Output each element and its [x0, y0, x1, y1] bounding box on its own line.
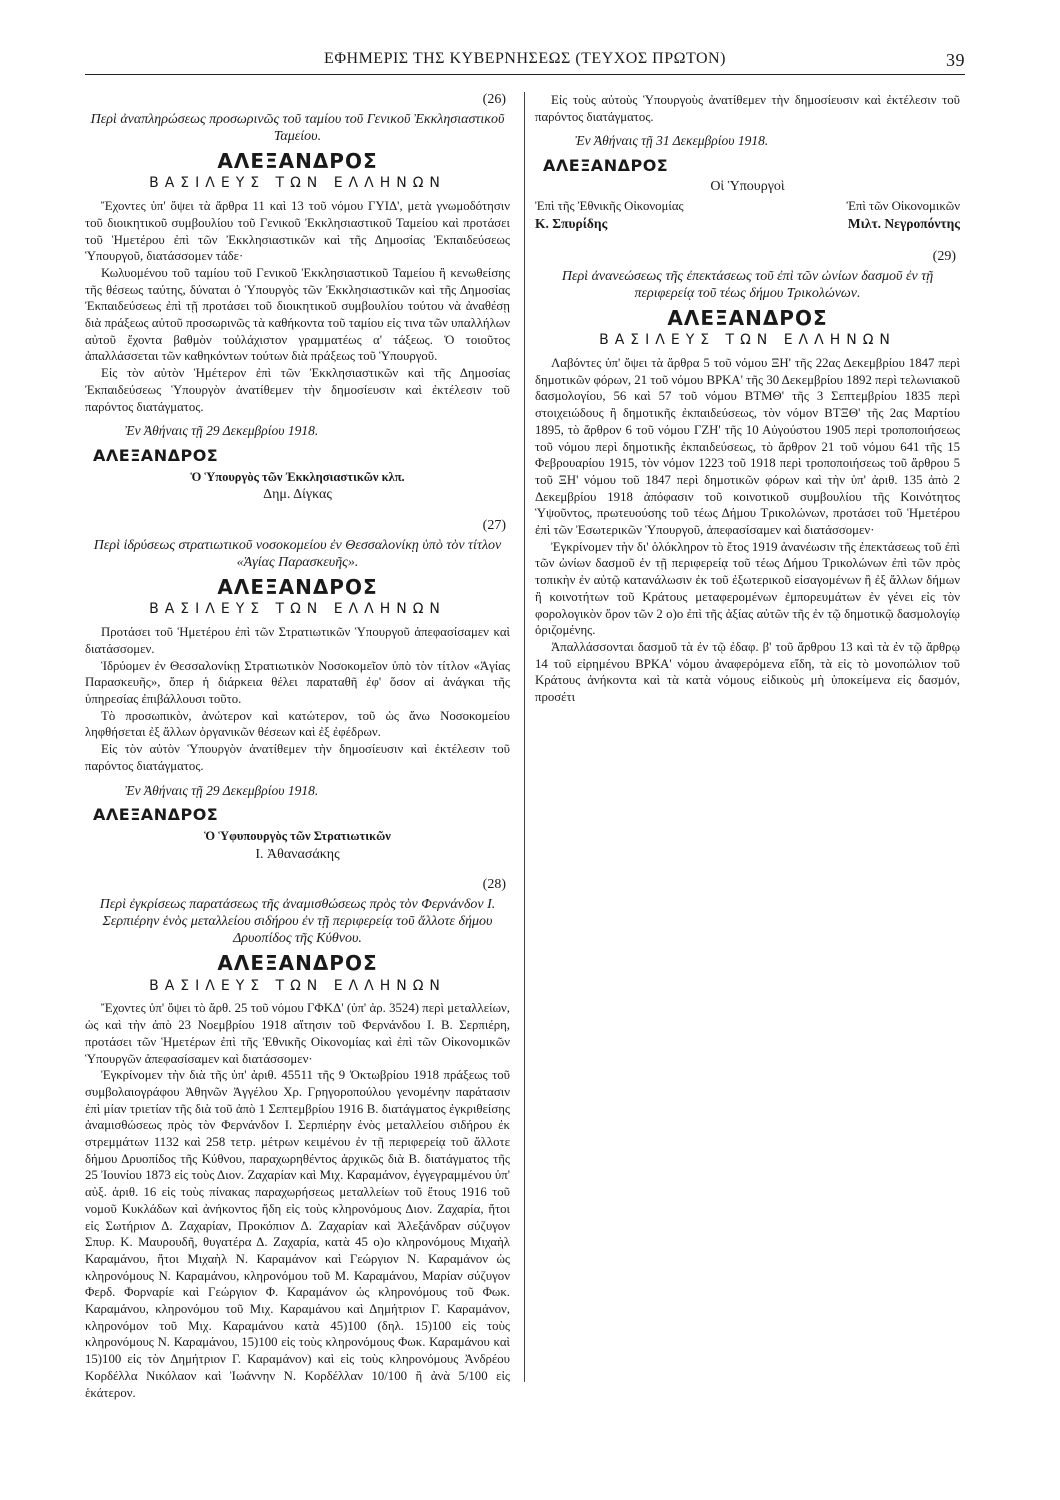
right-column	[535, 92, 960, 1480]
decree-paragraph: Ἐγκρίνομεν τὴν δι' ὁλόκληρον τὸ ἔτος 1919 ἀνανέωσιν τῆς ἐπεκτάσεως τοῦ ἐπὶ τῶν ὠνίων δασμοῦ ἐν τῇ περιφερείᾳ τοῦ τέως Δήμου Τρικολώνων ἐπὶ τῶν πρὸς τοπικὴν ἐν αὐτῷ κατανάλωσιν ἐκ τοῦ ἐξωτερικοῦ εἰσαγομένων ἢ ἐξ ἄλλων δήμων ἢ κοινοτήτων τοῦ Κράτους μεταφερομένων ἐμπορευμάτων ἐν γένει εἰς τὸν φορολογικὸν ὅρον τῶν 2 ο)ο ἐπὶ τῆς ἀξίας αὐτῶν τῆς ἐν τῷ δημοτικῷ δασμολογίῳ ὁριζομένης.	[535, 539, 960, 638]
gazette-title: ΕΦΗΜΕΡΙΣ ΤΗΣ ΚΥΒΕΡΝΗΣΕΩΣ (ΤΕΥΧΟΣ ΠΡΩΤΟΝ)	[324, 50, 726, 67]
decree-number: (28)	[482, 877, 506, 893]
decree-subject: Περὶ ἐγκρίσεως παρατάσεως τῆς ἀναμισθώσεως πρὸς τὸν Φερνάνδον Ι. Σερπιέρην ἑνὸς μεταλλείου σιδήρου ἐν τῇ περιφερείᾳ τοῦ ἄλλοτε δήμου Δρυοπίδος τῆς Κύθνου.	[99, 897, 496, 947]
decree-paragraph: Ἱδρύομεν ἐν Θεσσαλονίκῃ Στρατιωτικὸν Νοσοκομεῖον ὑπὸ τὸν τίτλον «Ἁγίας Παρασκευῆς», ὅπερ ἡ διάρκεια θέλει παραταθῆ ἐφ' ὅσον αἱ ἀνάγκαι τῆς ὑπηρεσίας ἐπιβάλλουσι τοῦτο.	[85, 658, 510, 706]
decree-date: Ἐν Ἀθήναις τῇ 29 Δεκεμβρίου 1918.	[125, 423, 319, 439]
decree-paragraph: Ἔχοντες ὑπ' ὄψει τὰ ἄρθρα 11 καὶ 13 τοῦ νόμου ΓΥΙΔ', μετὰ γνωμοδότησιν τοῦ διοικητικοῦ συμβουλίου τοῦ Γενικοῦ Ἐκκλησιαστικοῦ Ταμείου καὶ προτάσει τοῦ Ἡμετέρου ἐπὶ τῶν Ἐκκλησιαστικῶν καὶ τῆς Δημοσίας Ἐκπαιδεύσεως Ὑπουργοῦ, διατάσσομεν τάδε·	[85, 199, 510, 264]
king-name: ΑΛΕΞΑΝΔΡΟΣ	[217, 148, 378, 173]
decree-paragraph: Εἰς τὸν αὐτὸν Ὑπουργὸν ἀνατίθεμεν τὴν δημοσίευσιν καὶ ἐκτέλεσιν τοῦ παρόντος διατάγματος.	[85, 742, 510, 773]
decree-subject: Περὶ ἀναπληρώσεως προσωρινῶς τοῦ ταμίου τοῦ Γενικοῦ Ἐκκλησιαστικοῦ Ταμείου.	[90, 111, 505, 144]
decree-number: (29)	[932, 248, 956, 264]
minister-name: Κ. Σπυρίδης	[535, 216, 608, 232]
king-name: ΑΛΕΞΑΝΔΡΟΣ	[217, 574, 378, 599]
minister-title: Ἐπὶ τῶν Οἰκονομικῶν	[846, 198, 960, 213]
decree-number: (26)	[482, 92, 506, 107]
ministers-titles	[535, 198, 960, 215]
ministers-names	[535, 216, 960, 233]
decree-number: (27)	[482, 518, 506, 534]
minister-name: Δημ. Δίγκας	[263, 487, 332, 503]
decree-paragraph: Προτάσει τοῦ Ἡμετέρου ἐπὶ τῶν Στρατιωτικῶν Ὑπουργοῦ ἀπεφασίσαμεν καὶ διατάσσομεν.	[85, 625, 510, 656]
decree-paragraph: Εἰς τὸν αὐτὸν Ἡμέτερον ἐπὶ τῶν Ἐκκλησιαστικῶν καὶ τῆς Δημοσίας Ἐκπαιδεύσεως Ὑπουργὸν ἀνατίθεμεν τὴν δημοσίευσιν καὶ ἐκτέλεσιν τοῦ παρόντος διατάγματος.	[85, 366, 510, 414]
decree-28-end	[535, 92, 960, 233]
decree-date: Ἐν Ἀθήναις τῇ 31 Δεκεμβρίου 1918.	[575, 133, 769, 149]
decree-paragraph: Τὸ προσωπικὸν, ἀνώτερον καὶ κατώτερον, τοῦ ὡς ἄνω Νοσοκομείου ληφθήσεται ἐξ ἄλλων ὀργανικῶν θέσεων καὶ ἐξ ἐφέδρων.	[85, 708, 510, 740]
minister-title: Ἐπὶ τῆς Ἐθνικῆς Οἰκονομίας	[535, 198, 684, 213]
king-title: ΒΑΣΙΛΕΥΣ ΤΩΝ ΕΛΛΗΝΩΝ	[149, 175, 446, 192]
minister-title: Ὁ Ὑφυπουργὸς τῶν Στρατιωτικῶν	[204, 828, 391, 843]
left-column	[85, 92, 510, 1480]
decree-29	[535, 249, 960, 706]
decree-paragraph: Λαβόντες ὑπ' ὄψει τὰ ἄρθρα 5 τοῦ νόμου ΞΗ' τῆς 22ας Δεκεμβρίου 1847 περὶ δημοτικῶν φόρων, 21 τοῦ νόμου ΒΡΚΑ' τῆς 30 Δεκεμβρίου 1892 περὶ τελωνιακοῦ δασμολογίου, 56 καὶ 57 τοῦ νόμου ΒΤΜΘ' τῆς 3 Σεπτεμβρίου 1835 περὶ στοιχειώδους ἢ δημοτικῆς ἐκπαιδεύσεως, τὸν νόμον ΒΤΞΘ' τῆς 2ας Μαρτίου 1895, τὸ ἄρθρον 6 τοῦ νόμου ΓΖΗ' τῆς 10 Αὐγούστου 1905 περὶ τροποποιήσεως τοῦ νόμου περὶ δημοτικῆς ἐκπαιδεύσεως, τὸ ἄρθρον 21 τοῦ νόμου 641 τῆς 15 Φεβρουαρίου 1915, τὸν νόμον 1223 τοῦ 1918 περὶ τροποποιήσεως τοῦ ἄρθρου 5 τοῦ ΞΗ' νόμου τοῦ 1847 περὶ δημοτικῶν φόρων καὶ τὴν ὑπ' ἀριθ. 135 ἀπὸ 2 Δεκεμβρίου 1918 ἀπόφασιν τοῦ κοινοτικοῦ συμβουλίου τῆς Κοινότητος Ὑψοῦντος, πρωτευούσης τοῦ τέως Δήμου Τρικολώνων, προτάσει τοῦ Ἡμετέρου ἐπὶ τῶν Ἐσωτερικῶν Ὑπουργοῦ, ἀπεφασίσαμεν καὶ διατάσσομεν·	[535, 356, 960, 538]
king-title: ΒΑΣΙΛΕΥΣ ΤΩΝ ΕΛΛΗΝΩΝ	[599, 332, 896, 349]
minister-title: Ὁ Ὑπουργὸς τῶν Ἐκκλησιαστικῶν κλπ.	[190, 469, 405, 484]
minister-name: Ι. Ἀθανασάκης	[255, 846, 340, 862]
ministers-heading: Οἱ Ὑπουργοὶ	[710, 178, 785, 194]
decree-subject: Περὶ ἱδρύσεως στρατιωτικοῦ νοσοκομείου ἐν Θεσσαλονίκῃ ὑπὸ τὸν τίτλον «Ἁγίας Παρασκευῆς».	[93, 537, 502, 570]
decree-paragraph: Κωλυομένου τοῦ ταμίου τοῦ Γενικοῦ Ἐκκλησιαστικοῦ Ταμείου ἢ κενωθείσης τῆς θέσεως ταύτης, δύναται ὁ Ὑπουργὸς τῶν Ἐκκλησιαστικῶν καὶ τῆς Δημοσίας Ἐκπαιδεύσεως ἐπὶ τῇ προτάσει τοῦ διοικητικοῦ συμβουλίου τούτου νὰ ἀναθέσῃ διὰ πράξεως αὐτοῦ προσωρινῶς τὰ καθήκοντα τοῦ ταμίου εἰς τινα τῶν υπαλλήλων αὐτοῦ ἔχοντα βαθμὸν τοὐλάχιστον γραμματέως α' τάξεως. Ὁ τοιοῦτος ἀπαλλάσσεται τῶν καθηκόντων τούτων διὰ πράξεως τοῦ Ὑπουργοῦ.	[85, 265, 510, 364]
king-signature: ΑΛΕΞΑΝΔΡΟΣ	[93, 805, 219, 825]
decree-paragraph: Ἐγκρίνομεν τὴν διὰ τῆς ὑπ' ἀριθ. 45511 τῆς 9 Ὀκτωβρίου 1918 πράξεως τοῦ συμβολαιογράφου Ἀθηνῶν Ἀγγέλου Χρ. Γρηγοροπούλου γενομένην παράτασιν ἐπὶ μίαν τριετίαν τῆς διὰ τοῦ ἀπὸ 1 Σεπτεμβρίου 1916 Β. διατάγματος ἐγκριθείσης ἀναμισθώσεως πρὸς τὸν Φερνάνδον Ι. Σερπιέρην ἑνὸς μεταλλείου σιδήρου ἐκ στρεμμάτων 1132 καὶ 258 τετρ. μέτρων κειμένου ἐν τῇ περιφερείᾳ τοῦ ἄλλοτε δήμου Δρυοπίδος τῆς Κύθνου, παραχωρηθέντος ἀρχικῶς διὰ Β. διατάγματος τῆς 25 Ἰουνίου 1873 εἰς τοὺς Διον. Ζαχαρίαν καὶ Μιχ. Καραμάνον, ἐγγεγραμμένου ὑπ' αὐξ. ἀριθ. 16 εἰς τοὺς πίνακας παραχωρήσεως μεταλλείων τοῦ ἔτους 1916 τοῦ νομοῦ Κυκλάδων καὶ ἀνήκοντος ἤδη εἰς τοὺς κληρονόμους Διον. Ζαχαρία, ἤτοι εἰς Σωτήριον Δ. Ζαχαρίαν, Προκόπιον Δ. Ζαχαρίαν καὶ Ἀλεξάνδραν σύζυγον Σπυρ. Κ. Μαυρουδῆ, θυγατέρα Δ. Ζαχαρία, κατὰ 45 ο)ο κληρονόμους Μιχαὴλ Καραμάνου, ἤτοι Μιχαὴλ Ν. Καραμάνον καὶ Γεώργιον Ν. Καραμάνον ὡς κληρονόμους Ν. Καραμάνου, κληρονόμου τοῦ Μ. Καραμάνου, Μαρίαν σύζυγον Φερδ. Φορναρίε καὶ Γεώργιον Φ. Καραμάνον ὡς κληρονόμους τοῦ Φωκ. Καραμάνου, κληρονόμου τοῦ Μιχ. Καραμάνου καὶ Δημήτριον Γ. Καραμάνον, κληρονόμον τοῦ Μιχ. Καραμάνου κατὰ 45)100 (δηλ. 15)100 εἰς τοὺς κληρονόμους Ν. Καραμάνου, 15)100 εἰς τοὺς κληρονόμους Φωκ. Καραμάνου καὶ 15)100 εἰς τὸν Δημήτριον Γ. Καραμάνον) καὶ εἰς τοὺς κληρονόμους Ἀνδρέου Κορδέλλα Νικόλαον καὶ Ἰωάννην Ν. Κορδέλλαν 10/100 ἢ ἀνὰ 5/100 εἰς ἑκάτερον.	[85, 1068, 510, 1400]
running-head	[85, 48, 965, 75]
page-number: 39	[946, 50, 965, 70]
king-name: ΑΛΕΞΑΝΔΡΟΣ	[667, 305, 828, 330]
king-name: ΑΛΕΞΑΝΔΡΟΣ	[217, 951, 378, 976]
decree-paragraph: Ἀπαλλάσσονται δασμοῦ τὰ ἐν τῷ ἐδαφ. β' τοῦ ἄρθρου 13 καὶ τὰ ἐν τῷ ἄρθρῳ 14 τοῦ εἰρημένου ΒΡΚΑ' νόμου ἀναφερόμενα εἴδη, τὰ εἰς τὸ μονοπώλιον τοῦ Κράτους ἀνήκοντα καὶ τὰ κατὰ νόμους εἰδικοὺς μὴ ὑποκείμενα εἰς δασμόν, προσέτι	[535, 639, 960, 705]
decree-subject: Περὶ ἀνανεώσεως τῆς ἐπεκτάσεως τοῦ ἐπὶ τῶν ὠνίων δασμοῦ ἐν τῇ περιφερείᾳ τοῦ τέως δήμου Τρικολώνων.	[561, 268, 934, 301]
decree-paragraph: Ἔχοντες ὑπ' ὄψει τὸ ἄρθ. 25 τοῦ νόμου ΓΦΚΔ' (ὑπ' ἀρ. 3524) περὶ μεταλλείων, ὡς καὶ τὴν ἀπὸ 23 Νοεμβρίου 1918 αἴτησιν τοῦ Φερνάνδου Ι. Β. Σερπιέρη, προτάσει τῶν Ἡμετέρων ἐπὶ τῆς Ἐθνικῆς Οἰκονομίας καὶ ἐπὶ τῶν Οἰκονομικῶν Ὑπουργῶν ἀπεφασίσαμεν καὶ διατάσσομεν·	[85, 1001, 510, 1066]
king-signature: ΑΛΕΞΑΝΔΡΟΣ	[543, 156, 669, 176]
decree-date: Ἐν Ἀθήναις τῇ 29 Δεκεμβρίου 1918.	[125, 782, 319, 798]
decree-28-start	[85, 877, 510, 1401]
decree-27	[85, 518, 510, 863]
decree-paragraph: Εἰς τοὺς αὐτοὺς Ὑπουργοὺς ἀνατίθεμεν τὴν δημοσίευσιν καὶ ἐκτέλεσιν τοῦ παρόντος διατάγματος.	[535, 93, 960, 124]
king-title: ΒΑΣΙΛΕΥΣ ΤΩΝ ΕΛΛΗΝΩΝ	[149, 601, 446, 618]
king-signature: ΑΛΕΞΑΝΔΡΟΣ	[93, 445, 219, 465]
decree-26	[85, 92, 510, 504]
minister-name: Μιλτ. Νεγροπόντης	[847, 216, 960, 232]
column-divider	[524, 92, 525, 1382]
king-title: ΒΑΣΙΛΕΥΣ ΤΩΝ ΕΛΛΗΝΩΝ	[149, 977, 446, 994]
